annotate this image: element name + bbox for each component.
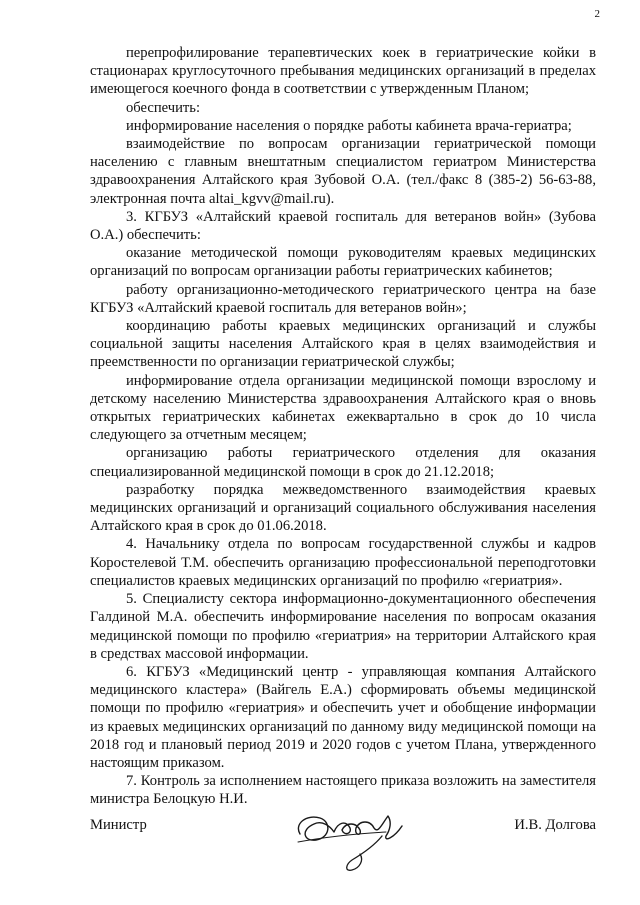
paragraph-14: 6. КГБУЗ «Медицинский центр - управляющая компания Алтайского медицинского кластера» (Вайгель Е.А.) сформировать объемы медицинской помощи по профилю «гериатрия» и обеспечить учет и обобщение информации из краевых медицинских организаций по данному виду медицинской помощи на 2018 год и плановый период 2019 и 2020 годов с учетом Плана, утвержденного настоящим приказом. — [90, 663, 596, 771]
paragraph-7: работу организационно-методического гериатрического центра на базе КГБУЗ «Алтайский краевой госпиталь для ветеранов войн»; — [90, 281, 596, 316]
paragraph-2: обеспечить: — [126, 99, 201, 116]
paragraph-13: 5. Специалисту сектора информационно-документационного обеспечения Галдиной М.А. обеспечить информирование населения по вопросам оказания медицинской помощи по профилю «гериатрия» на территории Алтайского края в средствах массовой информации. — [90, 591, 596, 662]
signer-name: И.В. Долгова — [514, 817, 596, 833]
paragraph-9: информирование отдела организации медицинской помощи взрослому и детскому населению Министерства здравоохранения Алтайского края о вновь открытых гериатрических кабинетах ежеквартально в срок до 10 числа следующего за отчетным месяцем; — [90, 372, 596, 444]
paragraph-3: информирование населения о порядке работы кабинета врача-гериатра; — [126, 117, 572, 134]
paragraph-10: организацию работы гериатрического отделения для оказания специализированной медицинской помощи в срок до 21.12.2018; — [90, 445, 596, 480]
paragraph-6: оказание методической помощи руководителям краевых медицинских организаций по вопросам организации работы гериатрических кабинетов; — [90, 245, 596, 280]
signer-title: Министр — [90, 817, 147, 833]
paragraph-11: разработку порядка межведомственного взаимодействия краевых медицинских организаций и организаций социального обслуживания населения Алтайского края в срок до 01.06.2018. — [90, 481, 596, 535]
paragraph-8: координацию работы краевых медицинских организаций и службы социальной защиты населения Алтайского края в целях взаимодействия и преемственности по организации гериатрической службы; — [90, 318, 596, 371]
paragraph-4: взаимодействие по вопросам организации гериатрической помощи населению с главным внештатным специалистом гериатром Министерства здравоохранения Алтайского края Зубовой О.А. (тел./факс 8 (385-2) 56-63-88, электронная почта altai_kgvv@mail.ru). — [90, 136, 596, 207]
paragraph-5: 3. КГБУЗ «Алтайский краевой госпиталь для ветеранов войн» (Зубова О.А.) обеспечить: — [90, 208, 596, 244]
paragraph-15: 7. Контроль за исполнением настоящего приказа возложить на заместителя министра Белоцкую Н.И. — [90, 773, 596, 808]
handwritten-signature — [290, 798, 430, 878]
paragraph-12: 4. Начальнику отдела по вопросам государственной службы и кадров Коростелевой Т.М. обеспечить организацию профессиональной переподготовки специалистов краевых медицинских организаций по профилю «гериатрия». — [90, 536, 596, 589]
paragraph-1: перепрофилирование терапевтических коек в гериатрические койки в стационарах круглосуточного пребывания медицинских организаций в пределах имеющегося коечного фонда в соответствии с утвержденным Планом; — [90, 45, 596, 98]
document-body — [90, 44, 596, 809]
signature-block — [90, 800, 596, 890]
page-number: 2 — [594, 8, 600, 20]
